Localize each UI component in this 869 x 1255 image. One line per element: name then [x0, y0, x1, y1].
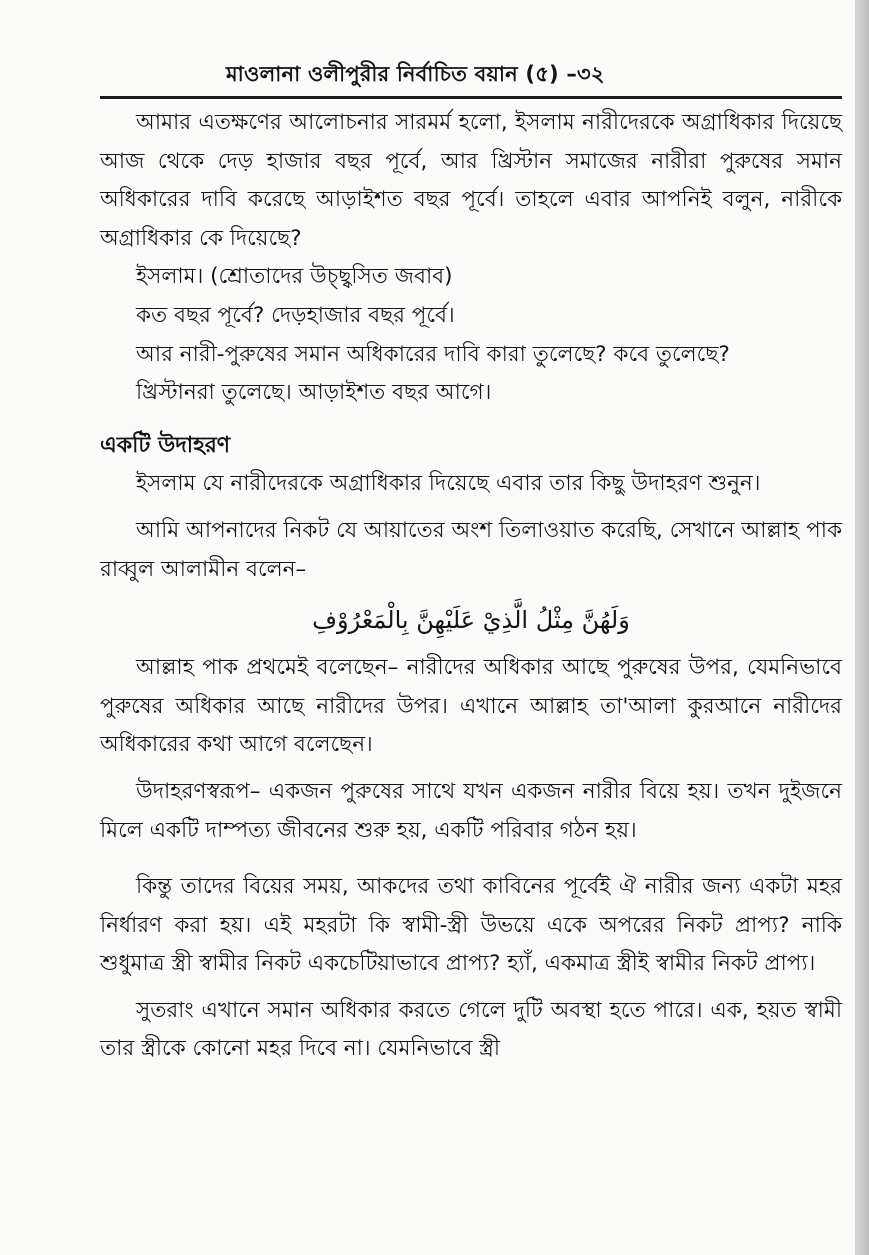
page-edge-shadow: [855, 0, 869, 1255]
paragraph-rights-explanation: আল্লাহ পাক প্রথমেই বলেছেন– নারীদের অধিকার আছে পুরুষের উপর, যেমনিভাবে পুরুষের অধিকার আছে নারীদের উপর। এখানে আল্লাহ তা'আলা কুরআনে নারীদের অধিকারের কথা আগে বলেছেন।: [100, 655, 842, 758]
paragraph-question-who: আর নারী-পুরুষের সমান অধিকারের দাবি কারা তুলেছে? কবে তুলেছে?: [136, 341, 730, 367]
paragraph-examples-intro: ইসলাম যে নারীদেরকে অগ্রাধিকার দিয়েছে এবার তার কিছু উদাহরণ শুনুন।: [136, 471, 761, 497]
paragraph-verse-intro: আমি আপনাদের নিকট যে আয়াতের অংশ তিলাওয়াত করেছি, সেখানে আল্লাহ পাক রাব্বুল আলামীন বলেন–: [100, 517, 842, 582]
paragraph-equal-rights-cases: সুতরাং এখানে সমান অধিকার করতে গেলে দুটি অবস্থা হতে পারে। এক, হয়ত স্বামী তার স্ত্রীকে কোনো মহর দিবে না। যেমনিভাবে স্ত্রী: [100, 997, 842, 1062]
paragraph-mahr: কিন্তু তাদের বিয়ের সময়, আকদের তথা কাবিনের পূর্বেই ঐ নারীর জন্য একটা মহর নির্ধারণ করা হয়। এই মহরটা কি স্বামী-স্ত্রী উভয়ে একে অপরের নিকট প্রাপ্য? নাকি শুধুমাত্র স্ত্রী স্বামীর নিকট একচেটিয়াভাবে প্রাপ্য? হ্যাঁ, একমাত্র স্ত্রীই স্বামীর নিকট প্রাপ্য।: [100, 874, 842, 977]
paragraph-question-when: কত বছর পূর্বে? দেড়হাজার বছর পূর্বে।: [136, 302, 455, 328]
paragraph-answer-christians: খ্রিস্টানরা তুলেছে। আড়াইশত বছর আগে।: [136, 380, 492, 406]
paragraph-audience-answer: ইসলাম। (শ্রোতাদের উচ্ছ্বসিত জবাব): [136, 264, 453, 290]
header-rule: [100, 96, 842, 99]
running-header: মাওলানা ওলীপুরীর নির্বাচিত বয়ান (৫) –৩২: [226, 62, 605, 86]
page-body: [100, 104, 842, 1069]
quran-verse: وَلَهُنَّ مِثْلُ الَّذِيْ عَلَيْهِنَّ بِالْمَعْرُوْفِ: [312, 606, 630, 635]
paragraph-summary: আমার এতক্ষণের আলোচনার সারমর্ম হলো, ইসলাম নারীদেরকে অগ্রাধিকার দিয়েছে আজ থেকে দেড় হাজার বছর পূর্বে, আর খ্রিস্টান সমাজের নারীরা পুরুষের সমান অধিকারের দাবি করেছে আড়াইশত বছর পূর্বে। তাহলে এবার আপনিই বলুন, নারীকে অগ্রাধিকার কে দিয়েছে?: [100, 110, 842, 251]
paragraph-marriage-example: উদাহরণস্বরূপ– একজন পুরুষের সাথে যখন একজন নারীর বিয়ে হয়। তখন দুইজনে মিলে একটি দাম্পত্য জীবনের শুরু হয়, একটি পরিবার গঠন হয়।: [100, 778, 842, 843]
section-heading: একটি উদাহরণ: [100, 432, 231, 458]
